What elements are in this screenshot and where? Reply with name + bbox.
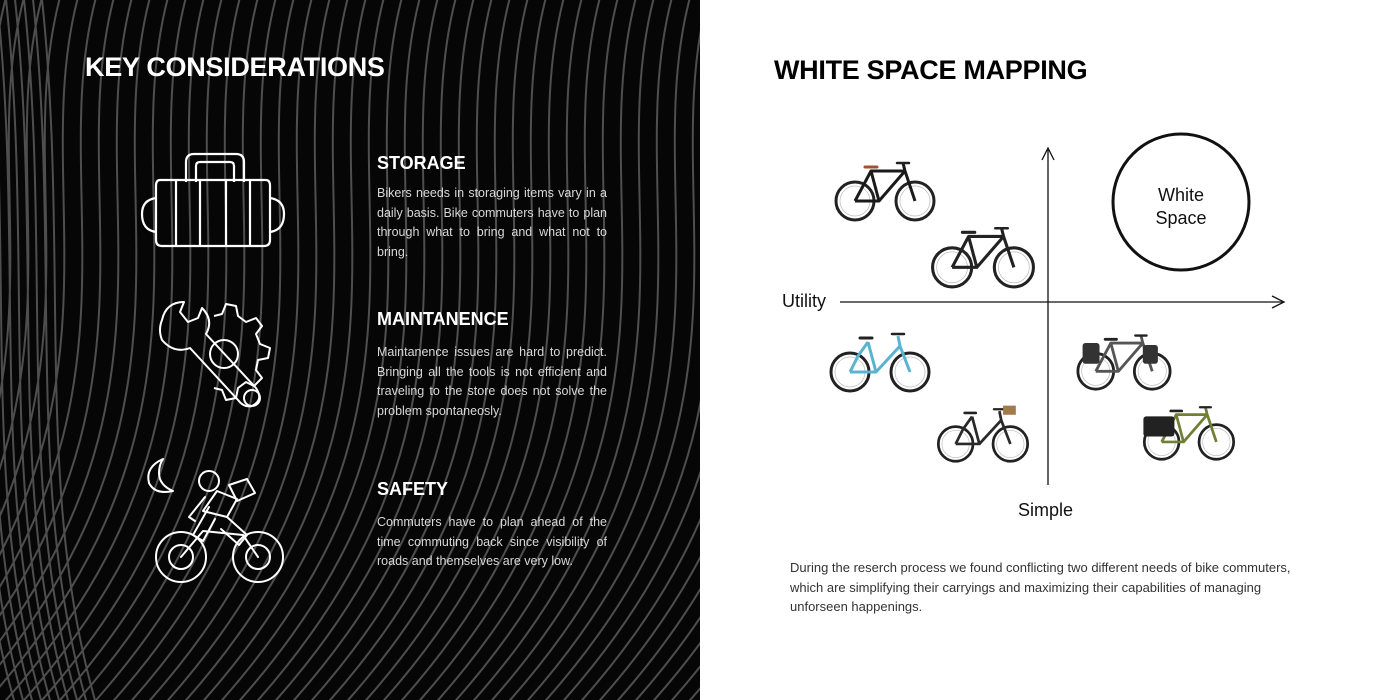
maintenance-title: MAINTANENCE bbox=[377, 309, 509, 329]
bike-frame bbox=[855, 163, 915, 201]
cargo-bike-green bbox=[1131, 400, 1247, 462]
bike-frame bbox=[952, 228, 1014, 267]
basket bbox=[1003, 406, 1016, 415]
touring-bike-panniers bbox=[1071, 328, 1177, 392]
road-bike-black bbox=[929, 220, 1037, 290]
storage-body: Bikers needs in storaging items vary in a daily basis. Bike commuters have to plan through what to bring and what not to bring. bbox=[377, 186, 607, 259]
fixie-bike-red-saddle bbox=[833, 155, 937, 223]
simple-axis-label: Simple bbox=[1018, 500, 1074, 520]
maintenance-body: Maintanence issues are hard to predict. Bringing all the tools is not efficient and traveling to the store does not solve the problem spontaneosly. bbox=[377, 345, 607, 418]
utility-axis-label: Utility bbox=[782, 291, 826, 311]
safety-title: SAFETY bbox=[377, 479, 449, 499]
wrench-gear-icon bbox=[152, 296, 277, 416]
city-bike-basket bbox=[931, 402, 1035, 464]
white-space-label-line2: Space bbox=[1155, 208, 1207, 228]
white-space-mapping-panel bbox=[700, 0, 1400, 700]
storage-title: STORAGE bbox=[377, 153, 466, 173]
white-space-label-line1: White bbox=[1157, 185, 1204, 205]
key-considerations-title: KEY CONSIDERATIONS bbox=[85, 52, 385, 82]
city-bike-light-blue bbox=[824, 326, 936, 394]
moon-icon bbox=[148, 459, 173, 492]
front-wheel bbox=[1199, 425, 1234, 460]
white-space-label bbox=[1111, 184, 1251, 230]
rear-pannier bbox=[1083, 343, 1100, 364]
front-pannier bbox=[1143, 345, 1158, 364]
white-space-mapping-title: WHITE SPACE MAPPING bbox=[774, 55, 1088, 85]
safety-body: Commuters have to plan ahead of the time commuting back since visibility of roads and themselves are very low. bbox=[377, 515, 607, 568]
cargo-bag bbox=[1143, 416, 1174, 436]
mapping-description: During the reserch process we found conflicting two different needs of bike commuters, which are simplifying their carryings and maximizing their capabilities of managing unforseen happenings. bbox=[790, 560, 1291, 614]
night-cyclist-icon bbox=[143, 455, 288, 585]
duffel-bag-icon bbox=[138, 150, 288, 250]
